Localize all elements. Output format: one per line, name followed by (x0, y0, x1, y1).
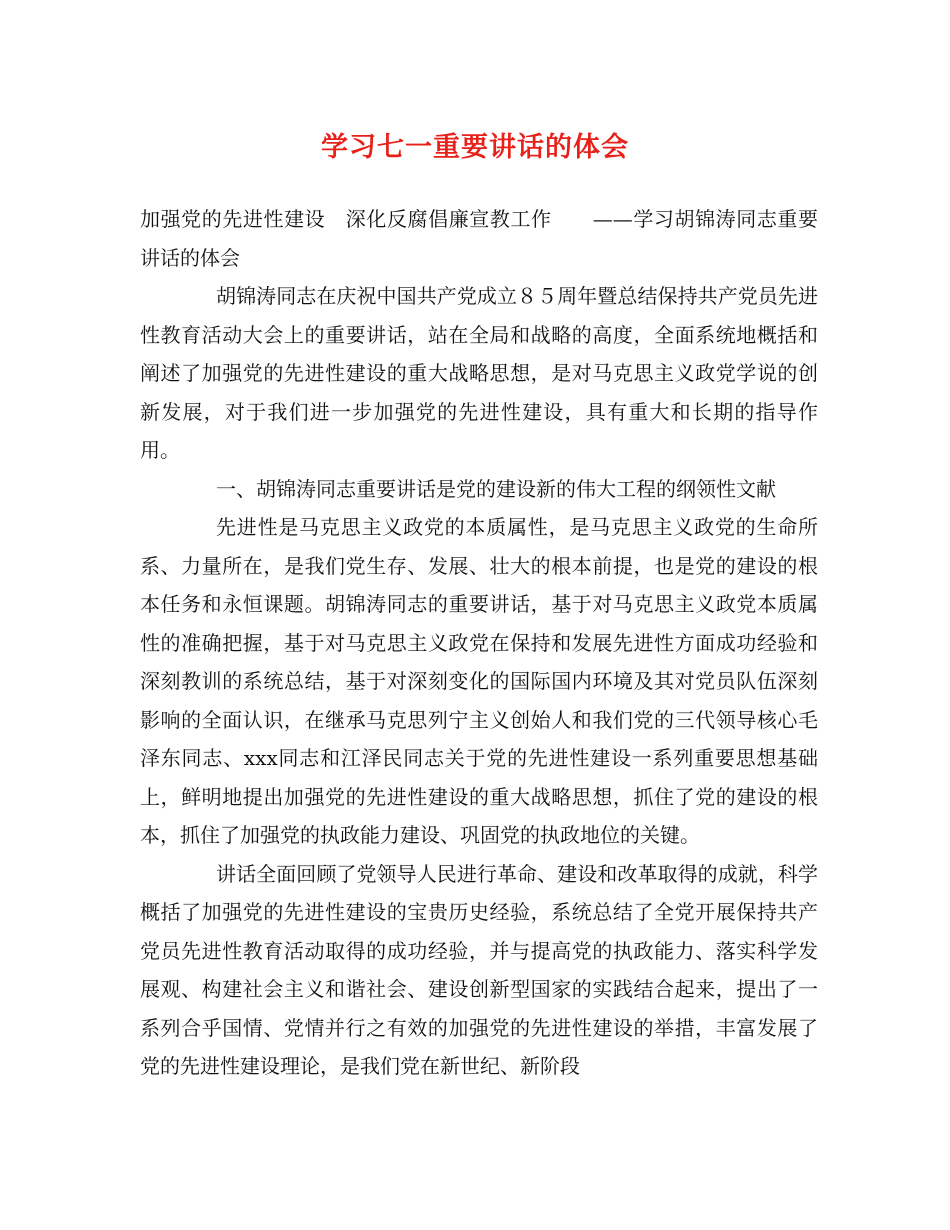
document-subtitle: 加强党的先进性建设 深化反腐倡廉宣教工作 ——学习胡锦涛同志重要讲话的体会 (140, 207, 818, 270)
paragraph-intro: 胡锦涛同志在庆祝中国共产党成立８５周年暨总结保持共产党员先进性教育活动大会上的重要讲话，站在全局和战略的高度，全面系统地概括和阐述了加强党的先进性建设的重大战略思想，是对马克思主义政党学说的创新发展，对于我们进一步加强党的先进性建设，具有重大和长期的指导作用。 (140, 284, 818, 462)
paragraph-advanced-nature: 先进性是马克思主义政党的本质属性，是马克思主义政党的生命所系、力量所在，是我们党生存、发展、壮大的根本前提，也是党的建设的根本任务和永恒课题。胡锦涛同志的重要讲话，基于对马克思主义政党本质属性的准确把握，基于对马克思主义政党在保持和发展先进性方面成功经验和深刻教训的系统总结，基于对深刻变化的国际国内环境及其对党员队伍深刻影响的全面认识，在继承马克思列宁主义创始人和我们党的三代领导核心毛泽东同志、xxx同志和江泽民同志关于党的先进性建设一系列重要思想基础上，鲜明地提出加强党的先进性建设的重大战略思想，抓住了党的建设的根本，抓住了加强党的执政能力建设、巩固党的执政地位的关键。 (140, 515, 818, 847)
section-heading-1: 一、胡锦涛同志重要讲话是党的建设新的伟大工程的纲领性文献 (216, 476, 776, 501)
paragraph-speech-review: 讲话全面回顾了党领导人民进行革命、建设和改革取得的成就，科学概括了加强党的先进性建设的宝贵历史经验，系统总结了全党开展保持共产党员先进性教育活动取得的成功经验，并与提高党的执政能力、落实科学发展观、构建社会主义和谐社会、建设创新型国家的实践结合起来，提出了一系列合乎国情、党情并行之有效的加强党的先进性建设的举措，丰富发展了党的先进性建设理论，是我们党在新世纪、新阶段 (140, 861, 818, 1078)
document-title: 学习七一重要讲话的体会 (321, 132, 629, 163)
document-body (140, 200, 818, 1086)
